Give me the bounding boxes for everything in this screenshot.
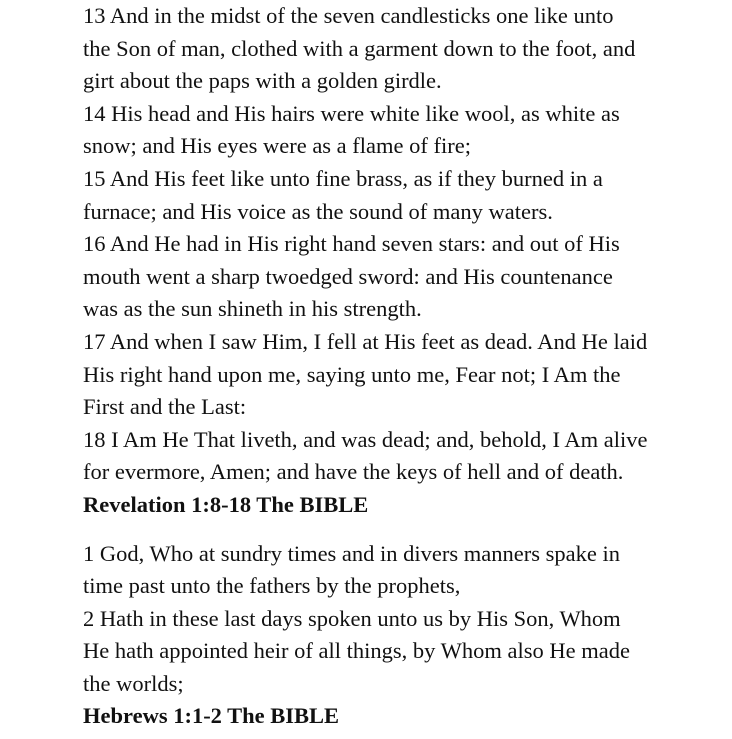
- verse-line: was as the sun shineth in his strength.: [83, 296, 422, 322]
- verse-line: 15 And His feet like unto fine brass, as if they burned in a: [83, 165, 603, 191]
- verse-line: the Son of man, clothed with a garment down to the foot, and: [83, 35, 636, 61]
- verse-line: girt about the paps with a golden girdle.: [83, 68, 442, 94]
- verse-line: 16 And He had in His right hand seven stars: and out of His: [83, 231, 620, 257]
- verse-line: 17 And when I saw Him, I fell at His feet as dead. And He laid: [83, 328, 648, 354]
- verse-line: 18 I Am He That liveth, and was dead; and, behold, I Am alive: [83, 426, 648, 452]
- passage-hebrews: [83, 538, 723, 734]
- verse-line: for evermore, Amen; and have the keys of hell and of death.: [83, 459, 624, 485]
- verse-line: snow; and His eyes were as a flame of fire;: [83, 133, 471, 159]
- verse-line: His right hand upon me, saying unto me, Fear not; I Am the: [83, 361, 621, 387]
- verse-line: First and the Last:: [83, 394, 247, 420]
- verse-line: 1 God, Who at sundry times and in divers manners spake in: [83, 540, 620, 566]
- verse-line: mouth went a sharp twoedged sword: and His countenance: [83, 263, 613, 289]
- verse-line: furnace; and His voice as the sound of many waters.: [83, 198, 553, 224]
- passage-reference: Revelation 1:8-18 The BIBLE: [83, 491, 369, 517]
- verse-line: 14 His head and His hairs were white like wool, as white as: [83, 100, 620, 126]
- document-body: [83, 0, 723, 733]
- verse-line: the worlds;: [83, 670, 184, 696]
- verse-line: 13 And in the midst of the seven candlesticks one like unto: [83, 3, 614, 28]
- passage-reference: Hebrews 1:1-2 The BIBLE: [83, 703, 340, 729]
- section-gap: [83, 522, 723, 538]
- verse-line: time past unto the fathers by the prophets,: [83, 573, 461, 599]
- verse-line: 2 Hath in these last days spoken unto us by His Son, Whom: [83, 605, 621, 631]
- verse-line: He hath appointed heir of all things, by Whom also He made: [83, 638, 630, 664]
- passage-revelation: [83, 0, 723, 522]
